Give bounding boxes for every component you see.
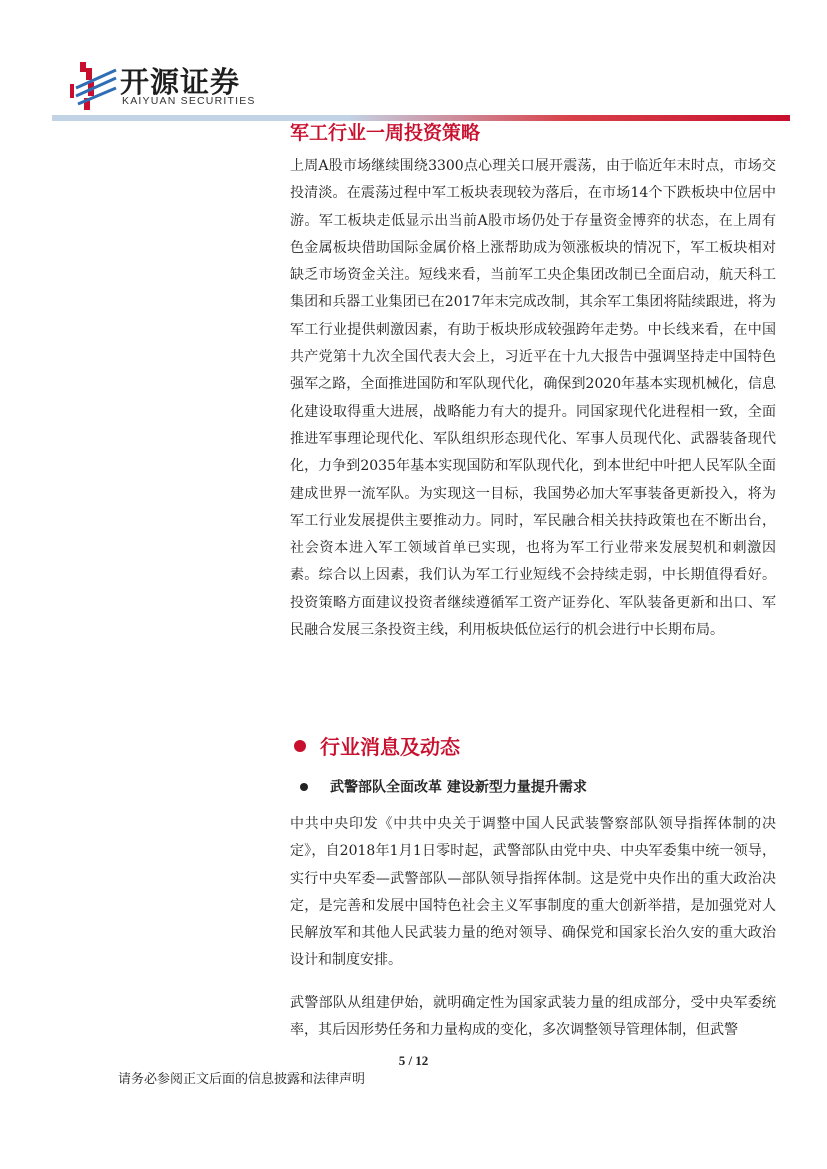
strategy-paragraph: 上周A股市场继续围绕3300点心理关口展开震荡，由于临近年末时点，市场交投清淡。在震荡过程中军工板块表现较为落后，在市场14个下跌板块中位居中游。军工板块走低显示出当前A股市场仍处于存量资金博弈的状态，在上周有色金属板块借助国际金属价格上涨帮助成为领涨板块的情况下，军工板块相对缺乏市场资金关注。短线来看，当前军工央企集团改制已全面启动，航天科工集团和兵器工业集团已在2017年末完成改制，其余军工集团将陆续跟进，将为军工行业提供刺激因素，有助于板块形成较强跨年走势。中长线来看，在中国共产党第十九次全国代表大会上，习近平在十九大报告中强调坚持走中国特色强军之路，全面推进国防和军队现代化，确保到2020年基本实现机械化，信息化建设取得重大进展，战略能力有大的提升。同国家现代化进程相一致，全面推进军事理论现代化、军队组织形态现代化、军事人员现代化、武器装备现代化，力争到2035年基本实现国防和军队现代化，到本世纪中叶把人民军队全面建成世界一流军队。为实现这一目标，我国势必加大军事装备更新投入，将为军工行业发展提供主要推动力。同时，军民融合相关扶持政策也在不断出台，社会资本进入军工领域首单已实现，也将为军工行业带来发展契机和刺激因素。综合以上因素，我们认为军工行业短线不会持续走弱，中长期值得看好。投资策略方面建议投资者继续遵循军工资产证券化、军队装备更新和出口、军民融合发展三条投资主线，利用板块低位运行的机会进行中长期布局。	[290, 158, 776, 639]
company-logo	[66, 58, 266, 114]
red-bullet-icon	[294, 740, 306, 752]
news-paragraph-2: 武警部队从组建伊始，就明确定性为国家武装力量的组成部分，受中央军委统率，其后因形势任务和力量构成的变化，多次调整领导管理体制，但武警	[290, 995, 776, 1039]
logo-mark-icon	[66, 58, 118, 114]
logo-name-en: KAIYUAN SECURITIES	[122, 95, 256, 107]
news-item-title: 武警部队全面改革 建设新型力量提升需求	[330, 779, 587, 796]
footer-disclaimer: 请务必参阅正文后面的信息披露和法律声明	[118, 1072, 366, 1087]
news-heading	[294, 731, 460, 760]
news-paragraph-1: 中共中央印发《中共中央关于调整中国人民武装警察部队领导指挥体制的决定》，自2018年1月1日零时起，武警部队由党中央、中央军委集中统一领导，实行中央军委—武警部队—部队领导指挥体制。这是党中央作出的重大政治决定，是完善和发展中国特色社会主义军事制度的重大创新举措，是加强党对人民解放军和其他人民武装力量的绝对领导、确保党和国家长治久安的重大政治设计和制度安排。	[290, 816, 776, 969]
black-bullet-icon	[300, 783, 308, 791]
news-item-heading	[300, 776, 587, 797]
section-title: 军工行业一周投资策略	[290, 122, 481, 144]
news-heading-text: 行业消息及动态	[320, 735, 460, 759]
logo-name-cn: 开源证券	[120, 65, 241, 99]
page-number: 5 / 12	[398, 1053, 429, 1068]
